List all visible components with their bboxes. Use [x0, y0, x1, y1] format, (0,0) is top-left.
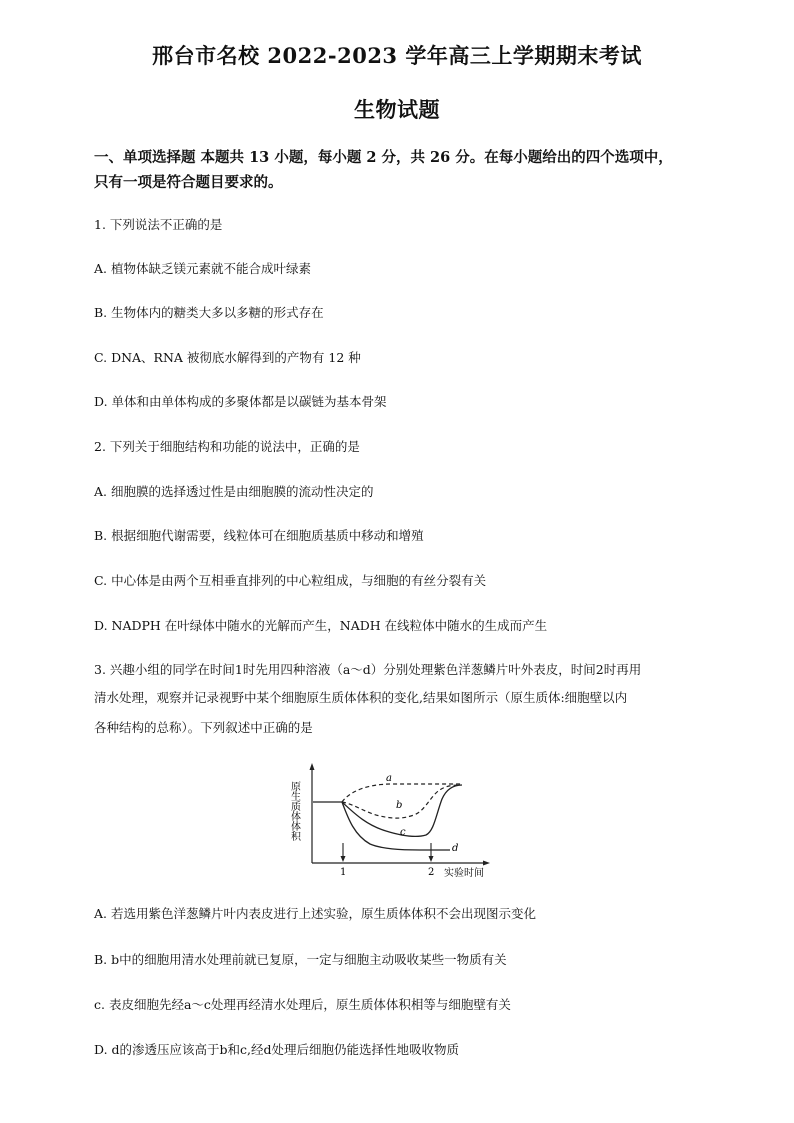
- question-3-option-c: c. 表皮细胞先经a～c处理再经清水处理后，原生质体体积相等与细胞壁有关: [94, 997, 511, 1012]
- time-1-arrow: [341, 856, 346, 862]
- volume-time-diagram: [290, 763, 500, 885]
- tick-label-2: 2: [428, 867, 435, 878]
- question-3-stem-line: 清水处理，观察并记录视野中某个细胞原生质体体积的变化,结果如图所示（原生质体:细胞壁以内: [94, 690, 628, 705]
- question-2-stem: 2. 下列关于细胞结构和功能的说法中，正确的是: [94, 439, 360, 454]
- question-1-option-b: B. 生物体内的糖类大多以多糖的形式存在: [94, 305, 324, 320]
- section-heading: [94, 145, 714, 195]
- question-2-option-c: C. 中心体是由两个互相垂直排列的中心粒组成，与细胞的有丝分裂有关: [94, 573, 487, 588]
- time-2-arrow: [429, 856, 434, 862]
- y-axis-arrow: [310, 763, 315, 770]
- curve-d-label: d: [452, 843, 459, 854]
- x-axis-label: 实验时间: [444, 868, 484, 879]
- y-axis-label: 原生质体体积: [288, 781, 300, 841]
- curve-a-label: a: [386, 773, 392, 784]
- question-1-option-c: C. DNA、RNA 被彻底水解得到的产物有 12 种: [94, 350, 361, 365]
- question-3-option-a: A. 若选用紫色洋葱鳞片叶内表皮进行上述实验，原生质体体积不会出现图示变化: [94, 906, 536, 921]
- tick-label-1: 1: [340, 867, 347, 878]
- question-3-stem-line: 3. 兴趣小组的同学在时间1时先用四种溶液（a～d）分别处理紫色洋葱鳞片叶外表皮，时间2时再用: [94, 662, 642, 677]
- curve-b-label: b: [396, 800, 403, 811]
- curve-c-label: c: [400, 827, 406, 838]
- question-3-option-d: D. d的渗透压应该高于b和c,经d处理后细胞仍能选择性地吸收物质: [94, 1042, 460, 1057]
- question-3-option-b: B. b中的细胞用清水处理前就已复原，一定与细胞主动吸收某些一物质有关: [94, 952, 507, 967]
- question-2-option-a: A. 细胞膜的选择透过性是由细胞膜的流动性决定的: [94, 484, 374, 499]
- section-heading-line: 只有一项是符合题目要求的。: [94, 174, 283, 191]
- question-2-option-b: B. 根据细胞代谢需要，线粒体可在细胞质基质中移动和增殖: [94, 528, 424, 543]
- question-3-figure: [290, 763, 500, 885]
- document-subtitle: 生物试题: [354, 97, 440, 122]
- document-title: 邢台市名校 2022-2023 学年高三上学期期末考试: [152, 43, 642, 68]
- question-1-stem: 1. 下列说法不正确的是: [94, 217, 223, 232]
- question-2-option-d: D. NADPH 在叶绿体中随水的光解而产生，NADH 在线粒体中随水的生成而产生: [94, 618, 548, 633]
- question-1-option-a: A. 植物体缺乏镁元素就不能合成叶绿素: [94, 261, 311, 276]
- question-3-stem-line: 各种结构的总称）。下列叙述中正确的是: [94, 720, 313, 735]
- question-1-option-d: D. 单体和由单体构成的多聚体都是以碳链为基本骨架: [94, 394, 387, 409]
- x-axis-arrow: [483, 861, 490, 866]
- section-heading-line: 一、单项选择题 本题共 13 小题，每小题 2 分，共 26 分。在每小题给出的四个选项中，: [94, 149, 673, 166]
